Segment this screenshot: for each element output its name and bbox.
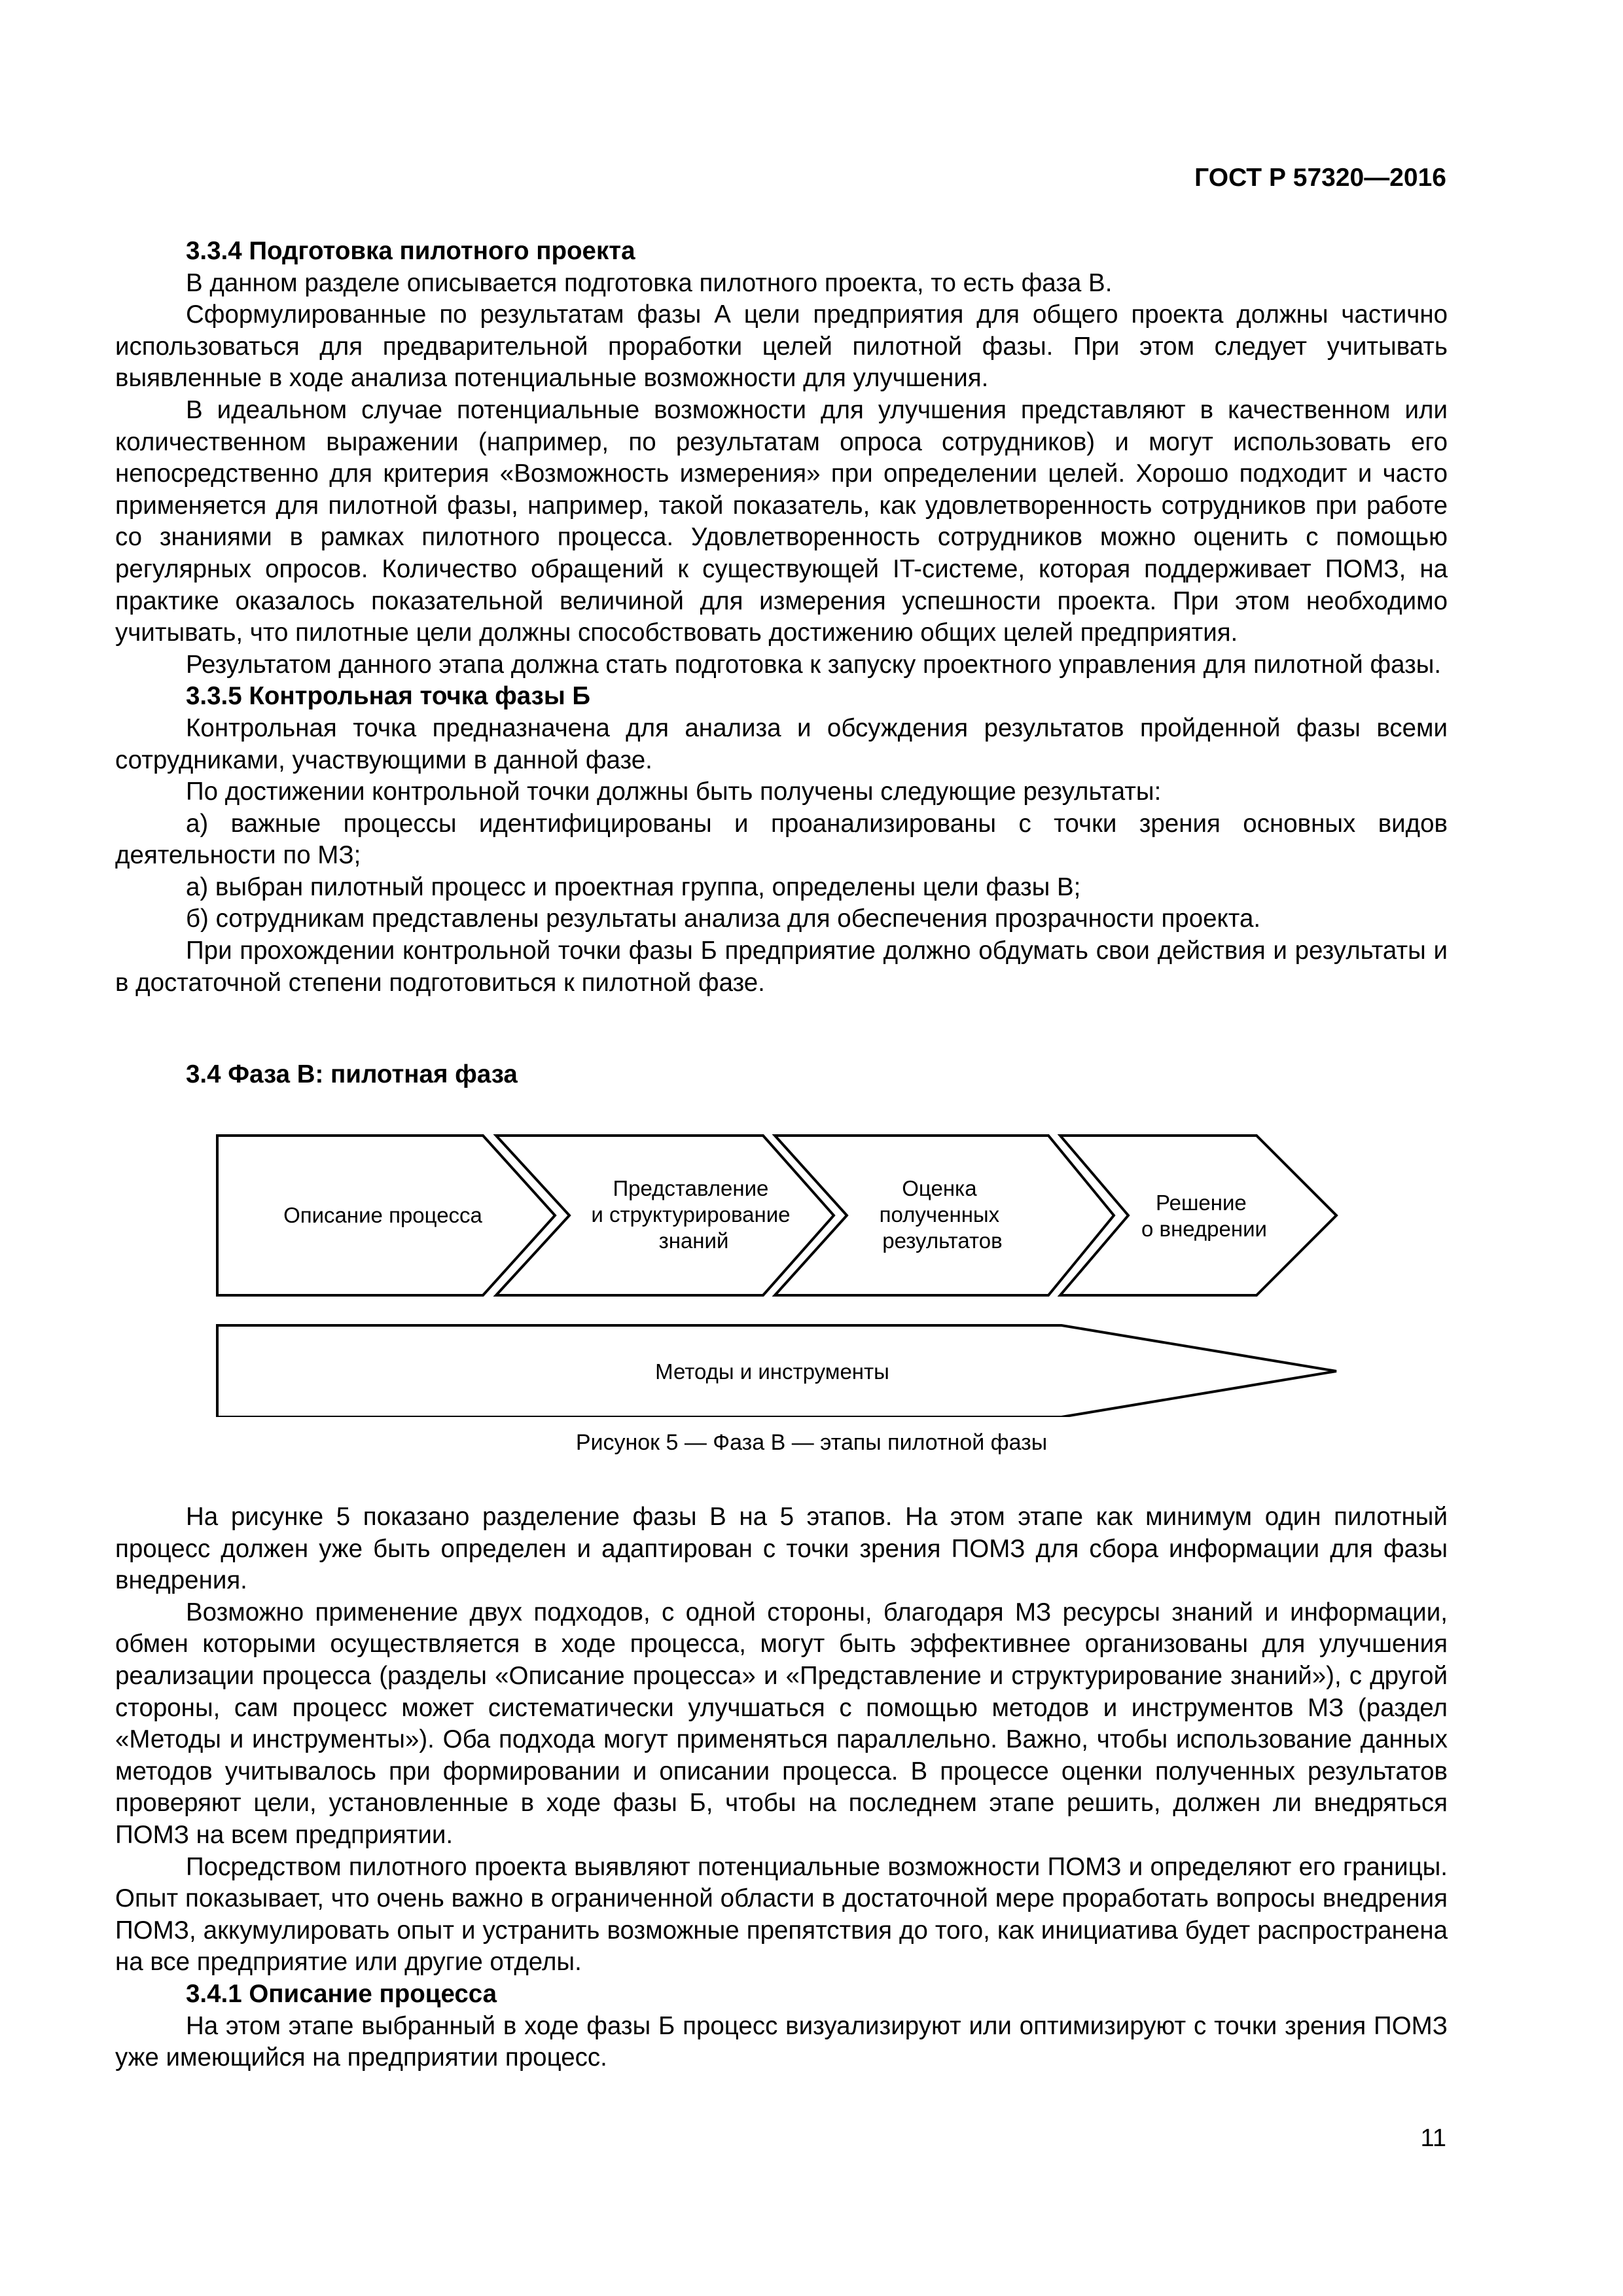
stage-label-1: Описание процесса (283, 1203, 482, 1227)
section-3-4-body-block (115, 1501, 1448, 2074)
paragraph: Возможно применение двух подходов, с одной стороны, благодаря МЗ ресурсы знаний и информации, обмен которыми осуществляется в ходе процесса, могут быть эффективнее организованы для улучшения реализации процесса (разделы «Описание процесса» и «Представление и структурирование знаний»), с другой стороны, сам процесс может систематически улучшаться с помощью методов и инструментов МЗ (раздел «Методы и инструменты»). Оба подхода могут применяться параллельно. Важно, чтобы использование данных методов учитывалось при формировании и описании процесса. В процессе оценки полученных результатов проверяют цели, установленные в ходе фазы Б, чтобы на последнем этапе решить, должен ли внедряться ПОМЗ на всем предприятии. (115, 1598, 1448, 1849)
stage-label-2: Представление и структурирование знаний (591, 1176, 791, 1253)
paragraph: При прохождении контрольной точки фазы Б предприятие должно обдумать свои действия и результаты и в достаточной степени подготовиться к пилотной фазе. (115, 937, 1448, 997)
section-heading-3-4: 3.4 Фаза В: пилотная фаза (186, 1060, 518, 1088)
results-list (115, 808, 1448, 935)
paragraph: На рисунке 5 показано разделение фазы В на 5 этапов. На этом этапе как минимум один пилотный процесс должен уже быть определен и адаптирован с точки зрения ПОМЗ для сбора информации для фазы внедрения. (115, 1503, 1448, 1595)
methods-label: Методы и инструменты (655, 1359, 889, 1384)
list-item: а) важные процессы идентифицированы и проанализированы с точки зрения основных видов деятельности по МЗ; (115, 809, 1448, 870)
document-code: ГОСТ Р 57320—2016 (1194, 164, 1446, 192)
stage-label-3: Оценка полученных результатов (879, 1176, 1003, 1253)
paragraph: В идеальном случае потенциальные возможности для улучшения представляют в качественном или количественном выражении (например, по результатам опроса сотрудников) и могут использовать его непосредственно для критерия «Возможность измерения» при определении целей. Хорошо подходит и часто применяется для пилотной фазы, например, такой показатель, как удовлетворенность сотрудников при работе со знаниями в рамках пилотного процесса. Удовлетворенность сотрудников можно оценить с помощью регулярных опросов. Количество обращений к существующей IT-системе, которая поддерживает ПОМЗ, на практике оказалось показательной величиной для измерения успешности проекта. При этом необходимо учитывать, что пилотные цели должны способствовать достижению общих целей предприятия. (115, 395, 1448, 647)
paragraph: В данном разделе описывается подготовка пилотного проекта, то есть фаза В. (186, 268, 1113, 297)
section-heading-3-3-4: 3.3.4 Подготовка пилотного проекта (186, 237, 635, 265)
paragraph: По достижении контрольной точки должны быть получены следующие результаты: (186, 778, 1162, 806)
paragraph: Сформулированные по результатам фазы А цели предприятия для общего проекта должны частично использоваться для предварительной проработки целей пилотной фазы. При этом следует учитывать выявленные в ходе анализа потенциальные возможности для улучшения. (115, 300, 1448, 393)
list-item: б) сотрудникам представлены результаты анализа для обеспечения прозрачности проекта. (186, 905, 1261, 933)
page-number: 11 (1420, 2125, 1446, 2152)
paragraph: Контрольная точка предназначена для анализа и обсуждения результатов пройденной фазы всеми сотрудниками, участвующими в данной фазе. (115, 713, 1448, 774)
paragraph: На этом этапе выбранный в ходе фазы Б процесс визуализируют или оптимизируют с точки зрения ПОМЗ уже имеющийся на предприятии процесс. (115, 2011, 1448, 2072)
section-3-3-4-block (115, 236, 1448, 999)
figure-5-diagram (209, 1116, 1348, 1417)
section-heading-3-3-5: 3.3.5 Контрольная точка фазы Б (186, 682, 591, 711)
stage-label-4: Решение о внедрении (1141, 1191, 1267, 1241)
paragraph: Результатом данного этапа должна стать подготовка к запуску проектного управления для пилотной фазы. (186, 650, 1442, 679)
paragraph: Посредством пилотного проекта выявляют потенциальные возможности ПОМЗ и определяют его границы. Опыт показывает, что очень важно в ограниченной области в достаточной мере проработать вопросы внедрения ПОМЗ, аккумулировать опыт и устранить возможные препятствия до того, как инициатива будет распространена на все предприятие или другие отделы. (115, 1852, 1448, 1977)
list-item: а) выбран пилотный процесс и проектная группа, определены цели фазы В; (186, 872, 1081, 901)
figure-caption: Рисунок 5 — Фаза В — этапы пилотной фазы (575, 1430, 1048, 1455)
section-heading-3-4-1: 3.4.1 Описание процесса (186, 1979, 497, 2008)
